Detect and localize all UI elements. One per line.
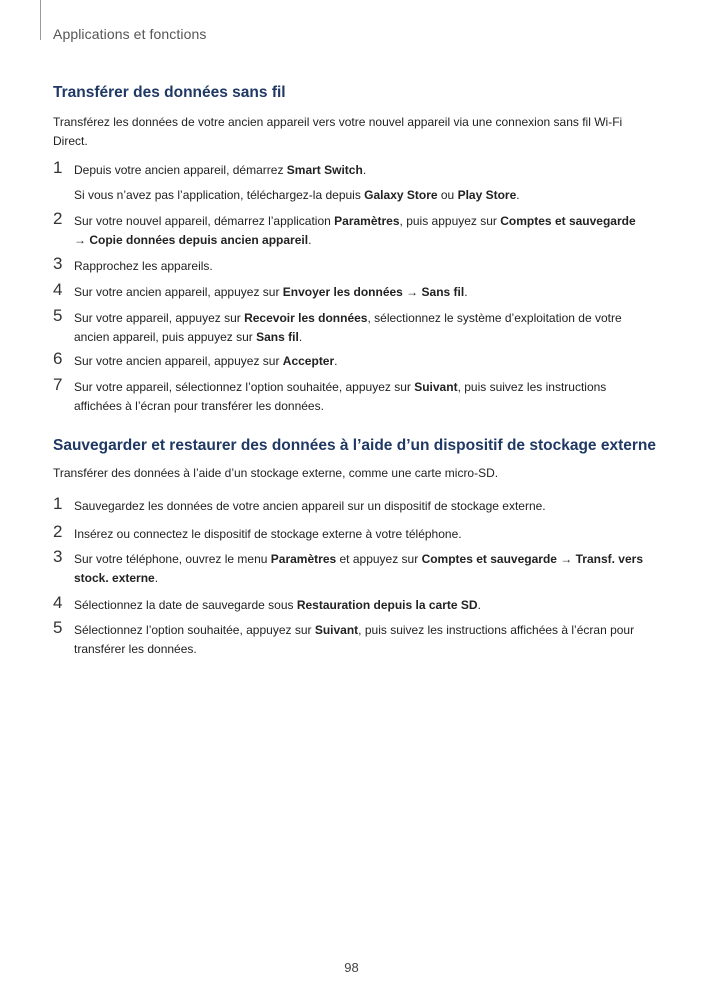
step-text: Sélectionnez l’option souhaitée, appuyez sur Suivant, puis suivez les instructions affichées à l’écran pour transférer les données.	[74, 623, 635, 656]
step-1	[53, 494, 653, 516]
step-text: Sauvegardez les données de votre ancien appareil sur un dispositif de stockage externe.	[74, 499, 546, 513]
step-2	[53, 522, 653, 544]
step-7	[53, 375, 653, 416]
section-intro-external-storage: Transférer des données à l’aide d’un stockage externe, comme une carte micro-SD.	[53, 466, 499, 480]
step-text: Sur votre ancien appareil, appuyez sur Accepter.	[74, 354, 338, 368]
step-number: 4	[53, 593, 63, 612]
step-number: 1	[53, 494, 63, 513]
step-number: 6	[53, 349, 63, 368]
step-1	[53, 158, 653, 205]
step-number: 3	[53, 254, 63, 273]
section-title-external-storage: Sauvegarder et restaurer des données à l’aide d’un dispositif de stockage externe	[53, 437, 656, 454]
step-6	[53, 349, 653, 371]
page-number: 98	[344, 960, 359, 975]
section-title-wireless: Transférer des données sans fil	[53, 84, 286, 101]
header-rule	[40, 0, 41, 40]
step-text: Sur votre téléphone, ouvrez le menu Paramètres et appuyez sur Comptes et sauvegarde → Transf. vers stock. externe.	[74, 552, 643, 585]
step-number: 2	[53, 209, 63, 228]
step-text: Insérez ou connectez le dispositif de stockage externe à votre téléphone.	[74, 527, 462, 541]
step-number: 5	[53, 306, 63, 325]
step-3	[53, 254, 653, 276]
step-number: 3	[53, 547, 63, 566]
step-text: Sur votre ancien appareil, appuyez sur Envoyer les données → Sans fil.	[74, 285, 468, 299]
step-2	[53, 209, 653, 250]
step-5	[53, 618, 653, 659]
step-4	[53, 593, 653, 615]
step-number: 4	[53, 280, 63, 299]
step-number: 7	[53, 375, 63, 394]
section-intro-wireless: Transférez les données de votre ancien appareil vers votre nouvel appareil via une connexion sans fil Wi-Fi Direct.	[53, 115, 623, 148]
step-text: Rapprochez les appareils.	[74, 259, 213, 273]
step-text: Sur votre appareil, appuyez sur Recevoir les données, sélectionnez le système d’exploitation de votre ancien appareil, puis appuyez sur Sans fil.	[74, 311, 622, 344]
step-number: 1	[53, 158, 63, 177]
step-3	[53, 547, 653, 588]
step-text: Depuis votre ancien appareil, démarrez Smart Switch.	[74, 163, 367, 177]
step-subtext: Si vous n’avez pas l’application, téléchargez-la depuis Galaxy Store ou Play Store.	[74, 188, 520, 202]
step-4	[53, 280, 653, 302]
step-text: Sur votre appareil, sélectionnez l’option souhaitée, appuyez sur Suivant, puis suivez les instructions affichées à l’écran pour transférer les données.	[74, 380, 607, 413]
step-text: Sur votre nouvel appareil, démarrez l’application Paramètres, puis appuyez sur Comptes et sauvegarde → Copie données depuis ancien appareil.	[74, 214, 636, 247]
step-text: Sélectionnez la date de sauvegarde sous Restauration depuis la carte SD.	[74, 598, 481, 612]
step-number: 2	[53, 522, 63, 541]
step-number: 5	[53, 618, 63, 637]
page-header: Applications et fonctions	[53, 26, 207, 42]
step-5	[53, 306, 653, 347]
